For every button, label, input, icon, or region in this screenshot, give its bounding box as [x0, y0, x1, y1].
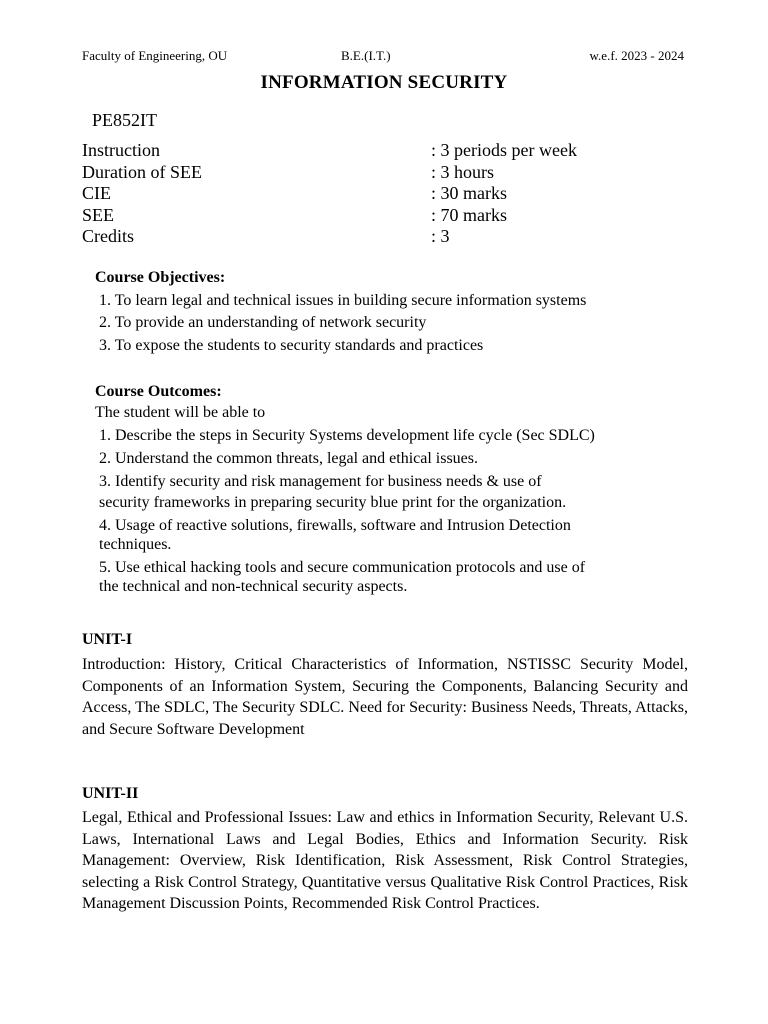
info-row-cie — [82, 183, 682, 205]
outcomes-intro: The student will be able to — [95, 404, 266, 421]
outcome-item: 1. Describe the steps in Security Systems development life cycle (Sec SDLC) — [99, 427, 595, 444]
info-value: : 3 hours — [431, 161, 494, 182]
objective-item: 3. To expose the students to security standards and practices — [99, 337, 484, 354]
info-value: : 70 marks — [431, 204, 507, 225]
outcome-item: security frameworks in preparing security blue print for the organization. — [99, 494, 567, 511]
info-label: CIE — [82, 183, 111, 203]
unit-1-heading: UNIT-I — [82, 631, 133, 648]
objectives-heading: Course Objectives: — [95, 269, 226, 286]
outcome-item: 5. Use ethical hacking tools and secure communication protocols and use of — [99, 559, 586, 576]
info-value: : 30 marks — [431, 183, 507, 203]
unit-2-heading: UNIT-II — [82, 785, 139, 802]
outcome-item: 3. Identify security and risk management for business needs & use of — [99, 473, 542, 490]
info-row-credits — [82, 226, 682, 248]
info-row-see — [82, 205, 682, 227]
info-value: : 3 — [431, 226, 450, 246]
outcome-item: 4. Usage of reactive solutions, firewalls, software and Intrusion Detection — [99, 517, 571, 534]
outcome-item: techniques. — [99, 536, 172, 553]
info-label: Credits — [82, 226, 134, 246]
unit-2-text: Legal, Ethical and Professional Issues: Law and ethics in Information Security, Relevant U.S. Laws, International Laws and Legal Bodies, Ethics and Information Security. Risk Management: Overview, Risk Identification, Risk Assessment, Risk Control Strategies, selecting a Risk Control Strategy, Quantitative versus Qualitative Risk Control Practices, Risk Management Discussion Points, Recommended Risk Control Practices. — [82, 809, 688, 912]
header-effective-year: w.e.f. 2023 - 2024 — [589, 48, 684, 63]
outcome-item: 2. Understand the common threats, legal and ethical issues. — [99, 450, 479, 467]
objective-item: 1. To learn legal and technical issues in building secure information systems — [99, 292, 587, 309]
course-code: PE852IT — [92, 110, 157, 130]
header-program: B.E.(I.T.) — [341, 48, 391, 63]
outcomes-heading: Course Outcomes: — [95, 383, 222, 400]
info-value: : 3 periods per week — [431, 140, 577, 160]
info-label: Instruction — [82, 140, 160, 160]
info-label: Duration of SEE — [82, 161, 202, 182]
course-info-table — [82, 140, 682, 248]
unit-1-text: Introduction: History, Critical Characteristics of Information, NSTISSC Security Model, Components of an Information System, Securing the Components, Balancing Security and Access, The SDLC, The Security SDLC. Need for Security: Business Needs, Threats, Attacks, and Secure Software Development — [82, 656, 688, 738]
outcome-item: the technical and non-technical security aspects. — [99, 578, 408, 595]
page-title: INFORMATION SECURITY — [260, 72, 508, 93]
info-label: SEE — [82, 204, 115, 225]
info-row-duration — [82, 162, 682, 184]
header-faculty: Faculty of Engineering, OU — [82, 48, 228, 63]
info-row-instruction — [82, 140, 682, 162]
objective-item: 2. To provide an understanding of network security — [99, 314, 427, 331]
